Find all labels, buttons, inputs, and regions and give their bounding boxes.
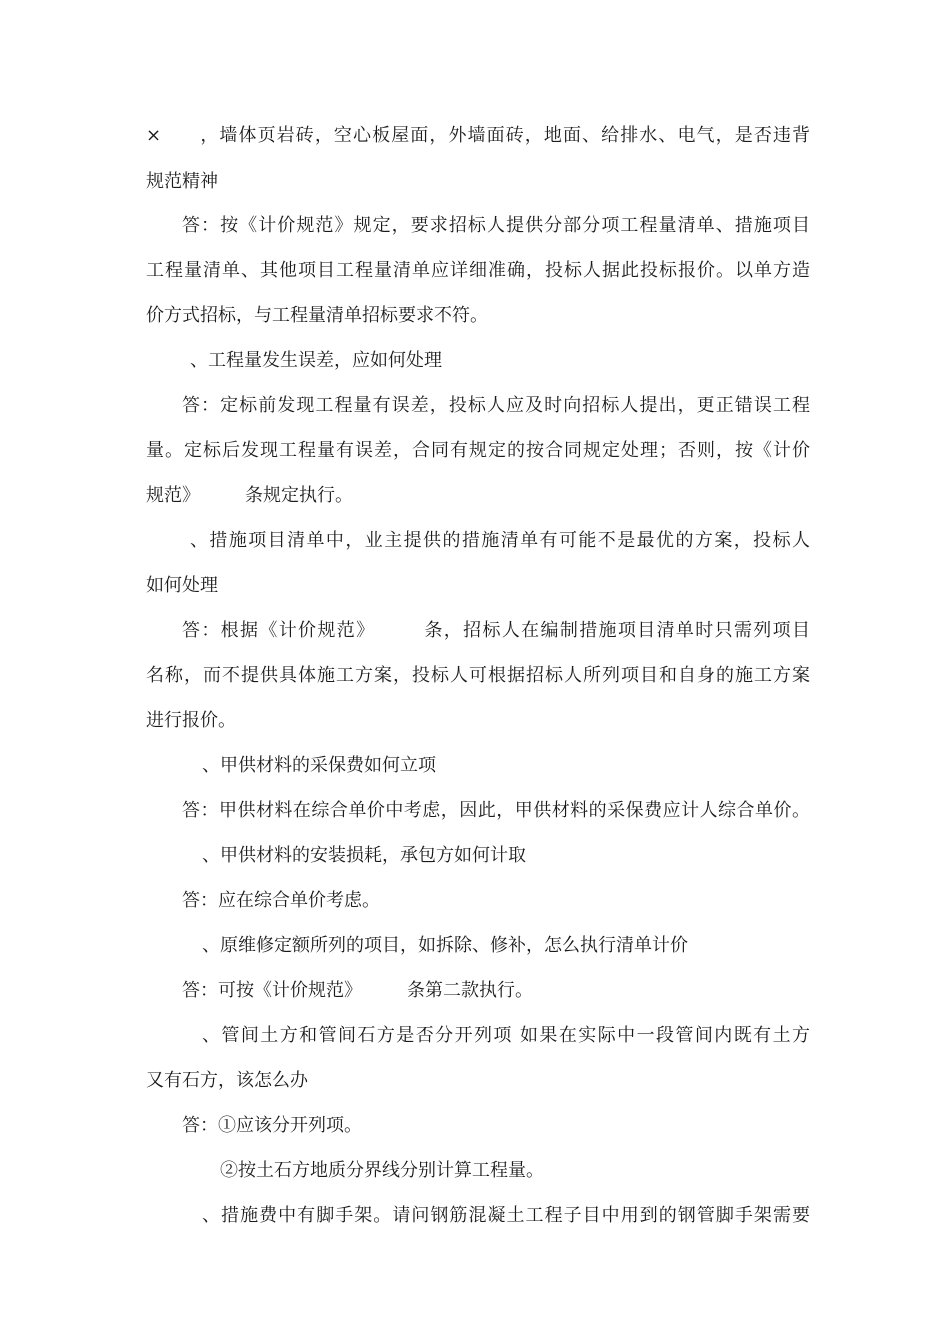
- text-line: 规范》 条规定执行。: [146, 485, 353, 506]
- question-line: 、管间土方和管间石方是否分开列项 如果在实际中一段管间内既有土方: [202, 1025, 810, 1046]
- text-line: 又有石方，该怎么办: [146, 1070, 308, 1091]
- text-line: 价方式招标，与工程量清单招标要求不符。: [146, 305, 488, 326]
- question-line: 、甲供材料的采保费如何立项: [202, 755, 436, 776]
- answer-line: 答：甲供材料在综合单价中考虑，因此，甲供材料的采保费应计人综合单价。: [182, 800, 810, 821]
- text-line: × ，墙体页岩砖，空心板屋面，外墙面砖，地面、给排水、电气，是否违背: [146, 125, 810, 146]
- question-line: 、措施项目清单中，业主提供的措施清单有可能不是最优的方案，投标人: [190, 530, 810, 551]
- question-line: 、原维修定额所列的项目，如拆除、修补，怎么执行清单计价: [202, 935, 688, 956]
- text-line: 规范精神: [146, 171, 218, 192]
- text-line: 进行报价。: [146, 710, 236, 731]
- question-line: 、措施费中有脚手架。请问钢筋混凝土工程子目中用到的钢管脚手架需要: [202, 1205, 810, 1226]
- answer-line: 答：可按《计价规范》 条第二款执行。: [182, 980, 533, 1001]
- question-line: 、甲供材料的安装损耗，承包方如何计取: [202, 845, 526, 866]
- answer-line: 答：按《计价规范》规定，要求招标人提供分部分项工程量清单、措施项目: [182, 215, 810, 236]
- text-line: 工程量清单、其他项目工程量清单应详细准确，投标人据此投标报价。以单方造: [146, 260, 810, 281]
- text-line: 名称，而不提供具体施工方案，投标人可根据招标人所列项目和自身的施工方案: [146, 665, 810, 686]
- question-line: 、工程量发生误差，应如何处理: [190, 350, 442, 371]
- answer-subitem-line: ②按土石方地质分界线分别计算工程量。: [220, 1160, 544, 1181]
- text-line: 量。定标后发现工程量有误差，合同有规定的按合同规定处理；否则，按《计价: [146, 440, 810, 461]
- answer-line: 答：定标前发现工程量有误差，投标人应及时向招标人提出，更正错误工程: [182, 395, 810, 416]
- answer-line: 答：①应该分开列项。: [182, 1115, 362, 1136]
- answer-line: 答：根据《计价规范》 条，招标人在编制措施项目清单时只需列项目: [182, 620, 810, 641]
- answer-line: 答：应在综合单价考虑。: [182, 890, 380, 911]
- text-line: 如何处理: [146, 575, 218, 596]
